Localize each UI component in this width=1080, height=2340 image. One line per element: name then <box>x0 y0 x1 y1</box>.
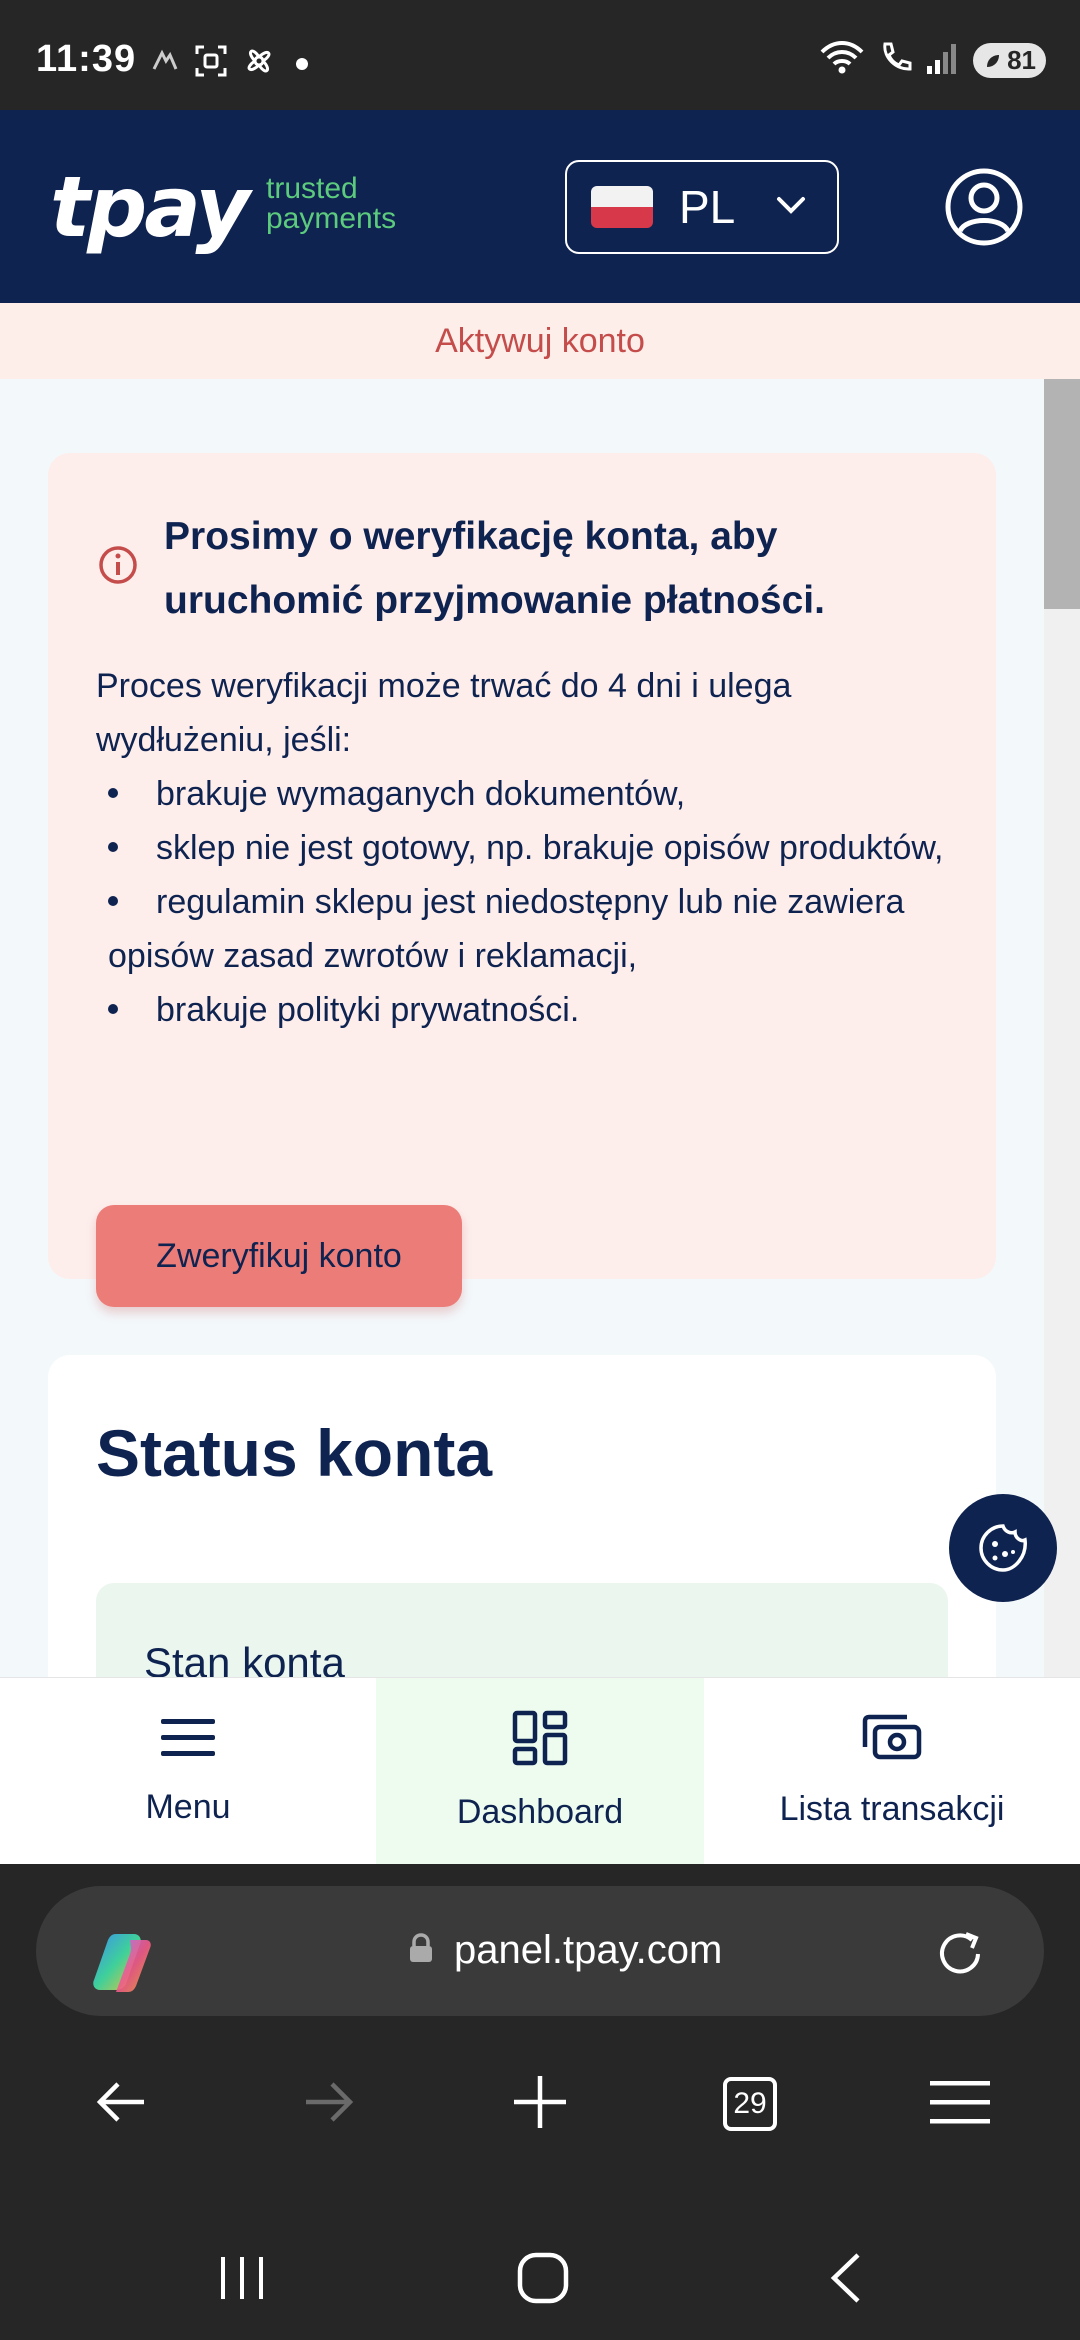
nav-label-transactions: Lista transakcji <box>779 1790 1005 1828</box>
verification-alert <box>48 453 996 1279</box>
wifi-icon <box>819 40 865 81</box>
new-tab-button[interactable] <box>500 2054 580 2154</box>
wifi-calling-icon <box>877 40 913 81</box>
poland-flag-icon <box>591 186 653 228</box>
list-item: sklep nie jest gotowy, np. brakuje opisów produktów, <box>96 821 976 875</box>
scrollbar-thumb[interactable] <box>1044 379 1080 609</box>
status-system-icons <box>819 40 1046 81</box>
alert-title: Prosimy o weryfikację konta, aby uruchomić przyjmowanie płatności. <box>164 515 825 622</box>
app-header <box>0 110 1080 303</box>
status-bar <box>0 0 1080 110</box>
screenshot-icon <box>194 44 228 83</box>
status-card-title: Status konta <box>96 1416 493 1490</box>
copilot-icon[interactable] <box>86 1926 156 2001</box>
bullet-icon <box>108 788 118 798</box>
pinwheel-icon <box>242 44 276 83</box>
tabs-button[interactable] <box>710 2054 790 2154</box>
browser-menu-button[interactable] <box>920 2054 1000 2154</box>
home-icon <box>516 2251 570 2310</box>
system-navigation-bar <box>0 2220 1080 2340</box>
logo-tagline <box>266 174 396 234</box>
battery-indicator <box>973 43 1046 78</box>
activate-account-banner[interactable]: Aktywuj konto <box>0 303 1080 379</box>
tagline-line2: payments <box>266 202 397 235</box>
nav-label-dashboard: Dashboard <box>456 1793 624 1831</box>
tpay-logo[interactable]: tpay <box>50 158 248 256</box>
money-icon <box>861 1713 923 1772</box>
notification-app-icon <box>150 47 180 80</box>
alert-body <box>96 659 976 1037</box>
browser-actions <box>0 2054 1080 2154</box>
bullet-icon <box>108 896 118 906</box>
alert-requirements-list <box>96 767 976 1037</box>
signal-icon <box>925 42 961 79</box>
status-time: 11:39 <box>36 38 137 80</box>
arrow-right-icon <box>304 2080 356 2129</box>
account-balance-box <box>96 1583 948 1677</box>
bullet-icon <box>108 842 118 852</box>
tagline-line1: trusted <box>266 172 358 205</box>
alert-intro: Proces weryfikacji może trwać do 4 dni i ulega wydłużeniu, jeśli: <box>96 667 792 759</box>
bullet-icon <box>108 1004 118 1014</box>
info-circle-icon <box>98 545 138 590</box>
battery-level: 81 <box>1007 45 1036 75</box>
hamburger-icon <box>930 2079 990 2130</box>
nav-item-menu[interactable] <box>0 1678 376 1864</box>
scrollbar[interactable] <box>1044 379 1080 1677</box>
chevron-down-icon <box>775 195 807 220</box>
chevron-left-icon <box>826 2251 866 2310</box>
plus-icon <box>512 2074 568 2135</box>
reload-icon[interactable] <box>930 1924 990 1989</box>
account-status-card <box>48 1355 996 1677</box>
language-code: PL <box>679 181 736 233</box>
list-item: brakuje polityki prywatności. <box>96 983 976 1037</box>
nav-label-menu: Menu <box>145 1788 231 1826</box>
list-item: brakuje wymaganych dokumentów, <box>96 767 976 821</box>
list-item: regulamin sklepu jest niedostępny lub nie zawiera opisów zasad zwrotów i reklamacji, <box>108 883 905 975</box>
nav-item-dashboard[interactable] <box>376 1678 704 1864</box>
url-text: panel.tpay.com <box>454 1928 723 1972</box>
url-display[interactable] <box>408 1928 722 1973</box>
status-notification-icons <box>150 44 308 83</box>
recent-apps-icon <box>217 2255 267 2306</box>
verify-account-button[interactable]: Zweryfikuj konto <box>96 1205 462 1307</box>
account-balance-title: Stan konta <box>144 1639 345 1677</box>
back-button[interactable] <box>80 2054 160 2154</box>
cookie-settings-button[interactable] <box>949 1494 1057 1602</box>
arrow-left-icon <box>94 2080 146 2129</box>
user-account-icon[interactable] <box>944 167 1024 247</box>
dashboard-icon <box>512 1710 568 1775</box>
notification-dot-icon <box>296 58 308 70</box>
forward-button[interactable] <box>290 2054 370 2154</box>
lock-icon <box>408 1928 434 1973</box>
nav-item-transactions[interactable] <box>704 1678 1080 1864</box>
main-content[interactable] <box>0 379 1080 1677</box>
address-bar[interactable] <box>36 1886 1044 2016</box>
home-button[interactable] <box>503 2240 583 2320</box>
bottom-navigation <box>0 1677 1080 1864</box>
recent-apps-button[interactable] <box>202 2240 282 2320</box>
hamburger-icon <box>159 1715 217 1770</box>
system-back-button[interactable] <box>806 2240 886 2320</box>
tab-count: 29 <box>723 2077 777 2131</box>
language-select[interactable] <box>565 160 839 254</box>
